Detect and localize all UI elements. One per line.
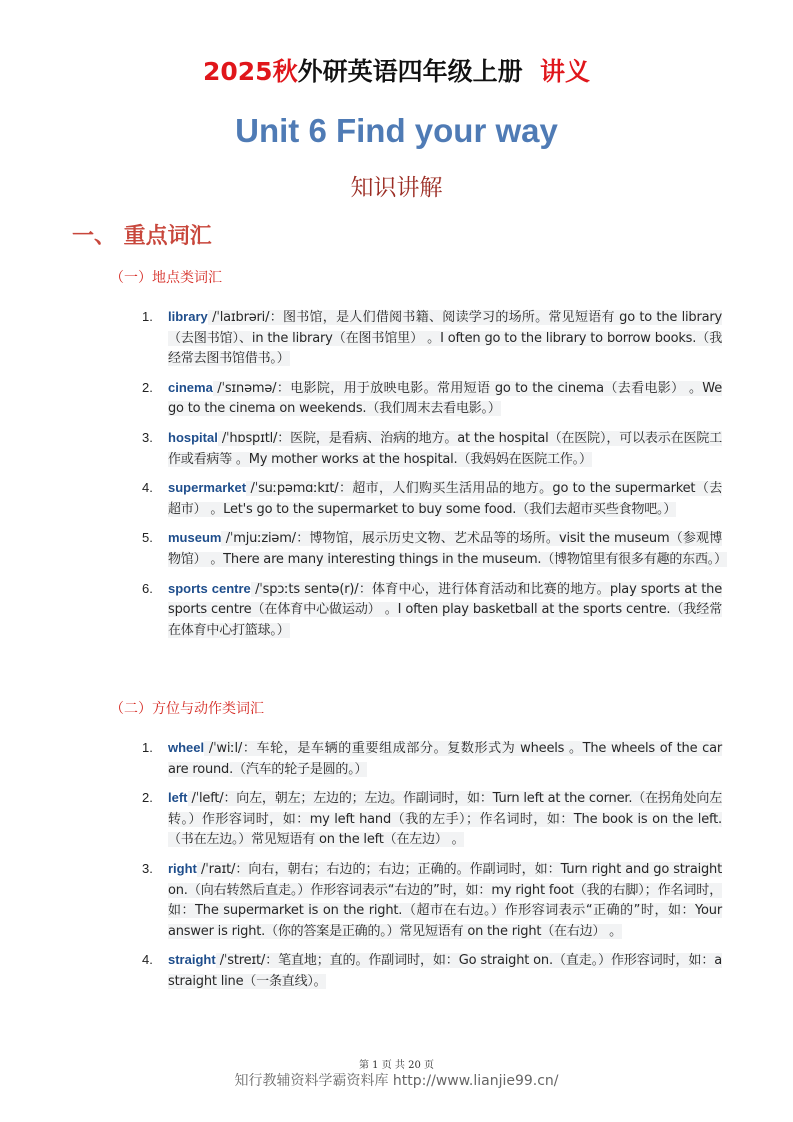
vocab-list-directions xyxy=(140,738,722,1001)
item-number: 4. xyxy=(142,952,153,968)
vocab-description: /ˈsuːpəmɑːkɪt/：超市，人们购买生活用品的地方。go to the supermarket（去超市） 。Let's go to the supermarket to buy some food.（我们去超市买些食物吧。） xyxy=(168,481,722,517)
vocab-word: library xyxy=(168,309,208,324)
title-season: 秋 xyxy=(272,57,298,86)
item-number: 3. xyxy=(142,860,153,876)
vocab-description: /ˈleft/：向左，朝左；左边的；左边。作副词时，如：Turn left at the corner.（在拐角处向左转。）作形容词时，如：my left hand（我的左手）；作名词时，如：The book is on the left.（书在左边。）常见短语有 on the left（在左边） 。 xyxy=(168,791,722,848)
section-heading: 知识讲解 xyxy=(350,175,443,201)
vocab-word: museum xyxy=(168,530,222,546)
title-year: 2025 xyxy=(202,57,273,86)
vocab-word: left xyxy=(168,790,188,806)
vocab-item xyxy=(140,950,722,992)
vocab-description: /ˈwiːl/：车轮，是车辆的重要组成部分。复数形式为 wheels 。The wheels of the car are round.（汽车的轮子是圆的。） xyxy=(168,741,722,777)
item-number: 1. xyxy=(142,309,153,324)
vocab-word: straight xyxy=(168,952,216,968)
group-heading-directions: （二）方位与动作类词汇 xyxy=(110,701,264,717)
vocab-description: /ˈlaɪbrəri/：图书馆，是人们借阅书籍、阅读学习的场所。常见短语有 go to the library（去图书馆）、in the library（在图书馆里） 。I often go to the library to borrow books.（我经常去图书馆借书。） xyxy=(168,310,722,367)
page-number: 第 1 页 共 20 页 xyxy=(359,1060,434,1071)
vocab-item xyxy=(140,307,722,370)
vocab-list-places xyxy=(140,307,727,649)
vocab-item xyxy=(140,738,722,780)
vocab-word: cinema xyxy=(168,379,213,395)
vocab-item xyxy=(140,428,722,470)
vocab-item xyxy=(140,528,727,570)
unit-title: Unit 6 Find your way xyxy=(235,112,558,149)
item-number: 1. xyxy=(142,740,153,755)
item-number: 2. xyxy=(142,790,153,806)
vocab-item xyxy=(140,378,722,420)
title-suffix: 讲义 xyxy=(540,57,591,86)
vocab-description: /ˈstreɪt/：笔直地；直的。作副词时，如：Go straight on.（直走。）作形容词时，如：a straight line（一条直线）。 xyxy=(168,953,722,989)
group-heading-places: （一）地点类词汇 xyxy=(110,270,222,286)
vocab-word: right xyxy=(168,860,197,876)
vocab-description: /ˈspɔːts sentə(r)/：体育中心，进行体育活动和比赛的地方。play sports at the sports centre（在体育中心做运动） 。I often play basketball at the sports centre.（我经常在体育中心打篮球。） xyxy=(168,581,722,638)
item-number: 6. xyxy=(142,580,153,596)
item-number: 4. xyxy=(142,480,153,496)
vocab-item xyxy=(140,859,722,942)
footer-watermark: 知行教辅资料学霸资料库 http://www.lianjie99.cn/ xyxy=(234,1073,559,1089)
part-heading: 一、 重点词汇 xyxy=(72,223,212,249)
vocab-item xyxy=(140,478,722,520)
item-number: 2. xyxy=(142,379,153,395)
vocab-item xyxy=(140,579,722,642)
vocab-word: wheel xyxy=(168,740,205,755)
title-main: 外研英语四年级上册 xyxy=(297,57,523,86)
document-title xyxy=(0,52,793,92)
vocab-word: sports centre xyxy=(168,580,251,596)
item-number: 5. xyxy=(142,530,153,546)
vocab-description: /ˈraɪt/：向右，朝右；右边的；右边；正确的。作副词时，如：Turn right and go straight on.（向右转然后直走。）作形容词表示“右边的”时，如：my right foot（我的右脚）；作名词时，如：The supermarket is on the right.（超市在右边。）作形容词表示“正确的”时，如：Your answer is right.（你的答案是正确的。）常见短语有 on the right（在右边） 。 xyxy=(168,861,722,939)
vocab-description: /ˈhɒspɪtl/：医院，是看病、治病的地方。at the hospital（在医院），可以表示在医院工作或看病等 。My mother works at the hospital.（我妈妈在医院工作。） xyxy=(168,430,722,467)
item-number: 3. xyxy=(142,429,153,445)
vocab-description: /ˈsɪnəmə/：电影院，用于放映电影。常用短语 go to the cinema（去看电影） 。We go to the cinema on weekends.（我们周末去看电影。） xyxy=(168,380,722,417)
vocab-description: /ˈmjuːziəm/：博物馆，展示历史文物、艺术品等的场所。visit the museum（参观博物馆） 。There are many interesting things in the museum.（博物馆里有很多有趣的东西。） xyxy=(168,531,727,567)
vocab-word: supermarket xyxy=(168,480,247,496)
vocab-item xyxy=(140,788,722,851)
vocab-word: hospital xyxy=(168,429,218,445)
